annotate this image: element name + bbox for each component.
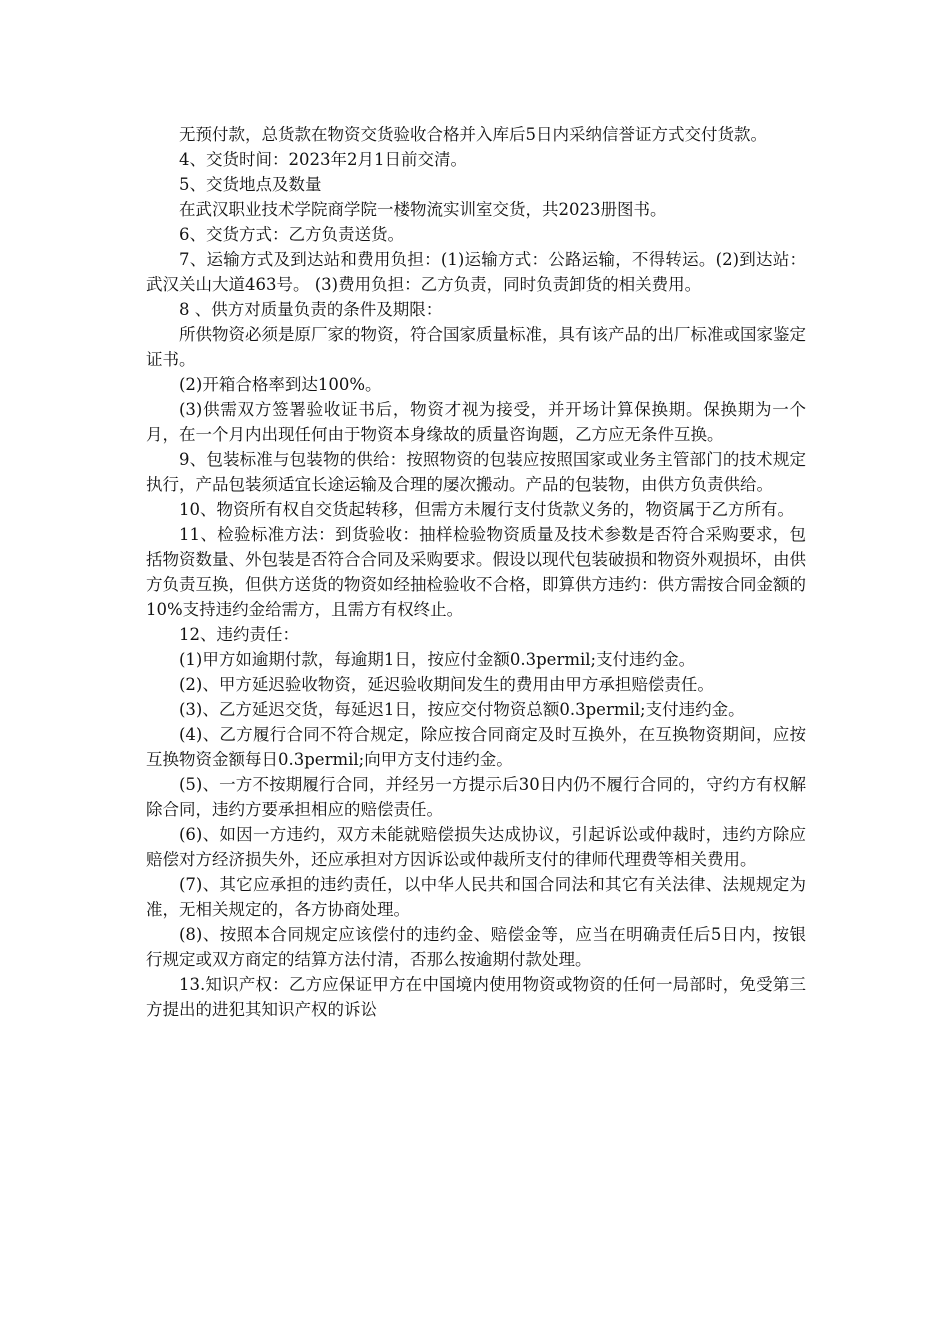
document-page <box>146 122 806 1022</box>
clause-11-inspection: 11、检验标准方法：到货验收：抽样检验物资质量及技术参数是否符合采购要求，包括物资数量、外包装是否符合合同及采购要求。假设以现代包装破损和物资外观损坏，由供方负责互换，但供方送货的物资如经抽检验收不合格，即算供方违约：供方需按合同金额的10%支持违约金给需方，且需方有权终止。 <box>146 525 806 619</box>
clause-12-item-7: (7)、其它应承担的违约责任，以中华人民共和国合同法和其它有关法律、法规规定为准，无相关规定的，各方协商处理。 <box>146 875 806 919</box>
clause-6-delivery-method: 6、交货方式：乙方负责送货。 <box>179 225 404 244</box>
clause-12-item-6: (6)、如因一方违约，双方未能就赔偿损失达成协议，引起诉讼或仲裁时，违约方除应赔偿对方经济损失外，还应承担对方因诉讼或仲裁所支付的律师代理费等相关费用。 <box>146 825 806 869</box>
clause-8-heading: 8 、供方对质量负责的条件及期限： <box>179 300 443 319</box>
clause-12-item-3: (3)、乙方延迟交货，每延迟1日，按应交付物资总额0.3permil;支付违约金。 <box>179 700 745 719</box>
clause-12-item-4: (4)、乙方履行合同不符合规定，除应按合同商定及时互换外，在互换物资期间，应按互换物资金额每日0.3permil;向甲方支付违约金。 <box>146 725 806 769</box>
clause-8-item-2: (2)开箱合格率到达100%。 <box>179 375 382 394</box>
clause-9-packaging: 9、包装标准与包装物的供给：按照物资的包装应按照国家或业务主管部门的技术规定执行，产品包装须适宜长途运输及合理的屡次搬动。产品的包装物，由供方负责供给。 <box>146 450 806 494</box>
payment-terms-continued: 无预付款，总货款在物资交货验收合格并入库后5日内采纳信誉证方式交付货款。 <box>179 125 767 144</box>
clause-12-item-1: (1)甲方如逾期付款，每逾期1日，按应付金额0.3permil;支付违约金。 <box>179 650 696 669</box>
clause-8-item-3: (3)供需双方签署验收证书后，物资才视为接受，并开场计算保换期。保换期为一个月，在一个月内出现任何由于物资本身缘故的质量咨询题，乙方应无条件互换。 <box>146 400 806 444</box>
clause-5-location-quantity: 在武汉职业技术学院商学院一楼物流实训室交货，共2023册图书。 <box>179 200 667 219</box>
clause-8-item-1: 所供物资必须是原厂家的物资，符合国家质量标准，具有该产品的出厂标准或国家鉴定证书。 <box>146 325 806 369</box>
clause-5-heading: 5、交货地点及数量 <box>179 175 322 194</box>
clause-4-delivery-time: 4、交货时间：2023年2月1日前交清。 <box>179 150 467 169</box>
clause-10-ownership: 10、物资所有权自交货起转移，但需方未履行支付货款义务的，物资属于乙方所有。 <box>179 500 794 519</box>
clause-13-ip: 13.知识产权：乙方应保证甲方在中国境内使用物资或物资的任何一局部时，免受第三方提出的进犯其知识产权的诉讼 <box>146 975 806 1019</box>
clause-12-heading: 12、违约责任： <box>179 625 299 644</box>
clause-7-transport: 7、运输方式及到达站和费用负担：(1)运输方式：公路运输，不得转运。(2)到达站：武汉关山大道463号。 (3)费用负担：乙方负责，同时负责卸货的相关费用。 <box>146 250 806 294</box>
clause-12-item-5: (5)、一方不按期履行合同，并经另一方提示后30日内仍不履行合同的，守约方有权解除合同，违约方要承担相应的赔偿责任。 <box>146 775 806 819</box>
clause-12-item-8: (8)、按照本合同规定应该偿付的违约金、赔偿金等，应当在明确责任后5日内，按银行规定或双方商定的结算方法付清，否那么按逾期付款处理。 <box>146 925 806 969</box>
clause-12-item-2: (2)、甲方延迟验收物资，延迟验收期间发生的费用由甲方承担赔偿责任。 <box>179 675 714 694</box>
